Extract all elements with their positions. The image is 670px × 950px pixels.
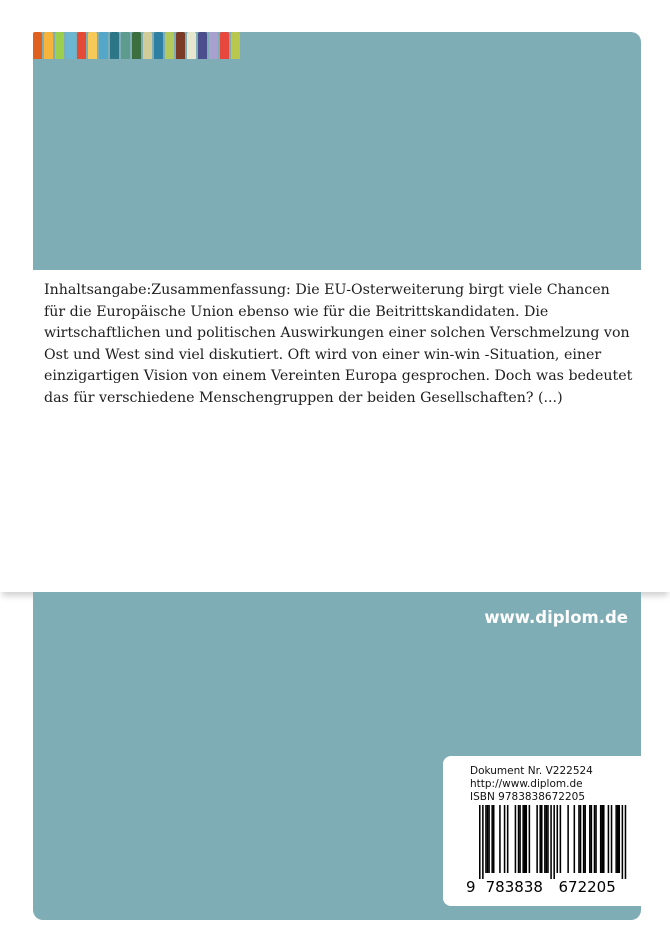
barcode-bar	[625, 805, 627, 879]
barcode-bar	[550, 805, 552, 879]
color-strip	[187, 32, 196, 59]
barcode-bar	[560, 805, 562, 873]
barcode-bar	[487, 805, 489, 873]
barcode-bar	[591, 805, 593, 873]
color-strip	[121, 32, 130, 59]
barcode-bar	[544, 805, 546, 873]
barcode-bar	[574, 805, 576, 873]
barcode-bar	[584, 805, 586, 873]
barcode-digits: 783838	[485, 878, 543, 896]
barcode-bar	[518, 805, 520, 873]
barcode-bar	[515, 805, 517, 873]
barcode-bar	[603, 805, 605, 873]
barcode-digits: 672205	[558, 878, 616, 896]
color-strip	[99, 32, 108, 59]
barcode-bar	[541, 805, 543, 873]
cover-top-band	[33, 32, 641, 270]
barcode-bar	[608, 805, 610, 873]
barcode-bar	[536, 805, 538, 873]
color-strip	[110, 32, 119, 59]
barcode-bar	[539, 805, 541, 873]
abstract-text: Inhaltsangabe:Zusammenfassung: Die EU-Osterweiterung birgt viele Chancen für die Europäische Union ebenso wie für die Beitrittskandidaten. Die wirtschaftlichen und politischen Auswirkungen einer solchen Verschmelzung von Ost und West sind viel diskutiert. Oft wird von einer win-win -Situation, einer einzigartigen Vision von einem Vereinten Europa gesprochen. Doch was bedeutet das für verschiedene Menschengruppen der beiden Gesellschaften? (...)	[44, 282, 633, 406]
color-strip	[77, 32, 86, 59]
barcode-bar	[619, 805, 621, 873]
barcode-bar	[522, 805, 524, 873]
barcode-bar	[600, 805, 602, 873]
barcode-bar	[615, 805, 617, 873]
isbn-barcode	[466, 805, 632, 900]
color-strip	[55, 32, 64, 59]
color-strip	[132, 32, 141, 59]
color-strip	[33, 32, 42, 59]
color-strip	[143, 32, 152, 59]
color-strip	[44, 32, 53, 59]
barcode-bar	[580, 805, 582, 873]
barcode-bar	[524, 805, 526, 873]
barcode-bar	[553, 805, 555, 879]
barcode-bar	[493, 805, 495, 873]
color-strip	[231, 32, 240, 59]
color-strip	[176, 32, 185, 59]
barcode-bar	[601, 805, 603, 873]
barcode-bar	[491, 805, 493, 873]
barcode-bar	[519, 805, 521, 873]
barcode-bar	[557, 805, 559, 873]
barcode-meta	[470, 765, 593, 804]
barcode-bar	[507, 805, 509, 873]
color-strip	[66, 32, 75, 59]
barcode-bar	[479, 805, 481, 879]
barcode-bar	[594, 805, 596, 873]
barcode-bar	[488, 805, 490, 873]
isbn-line: ISBN 9783838672205	[470, 791, 586, 803]
barcode-digits: 9	[466, 878, 476, 896]
color-strip	[220, 32, 229, 59]
document-url: http://www.diplom.de	[470, 778, 583, 790]
color-strip	[209, 32, 218, 59]
barcode-bar	[482, 805, 484, 879]
barcode-bar	[567, 805, 569, 873]
barcode-bar	[617, 805, 619, 873]
barcode-bar	[546, 805, 548, 873]
color-strip	[165, 32, 174, 59]
publisher-website[interactable]: www.diplom.de	[484, 608, 628, 627]
barcode-bar	[547, 805, 549, 873]
color-strip	[198, 32, 207, 59]
barcode-bar	[526, 805, 528, 873]
barcode-bar	[504, 805, 506, 873]
barcode-bar	[499, 805, 501, 873]
barcode-bar	[622, 805, 624, 879]
barcode-bar	[589, 805, 591, 873]
document-number: Dokument Nr. V222524	[470, 765, 593, 777]
barcode-bar	[485, 805, 487, 873]
barcode-bar	[578, 805, 580, 873]
color-strip	[88, 32, 97, 59]
barcode-bar	[529, 805, 531, 873]
barcode-bar	[583, 805, 585, 873]
color-strip	[154, 32, 163, 59]
barcode-bar	[595, 805, 597, 873]
barcode-bar	[611, 805, 613, 873]
color-strips	[33, 32, 242, 59]
